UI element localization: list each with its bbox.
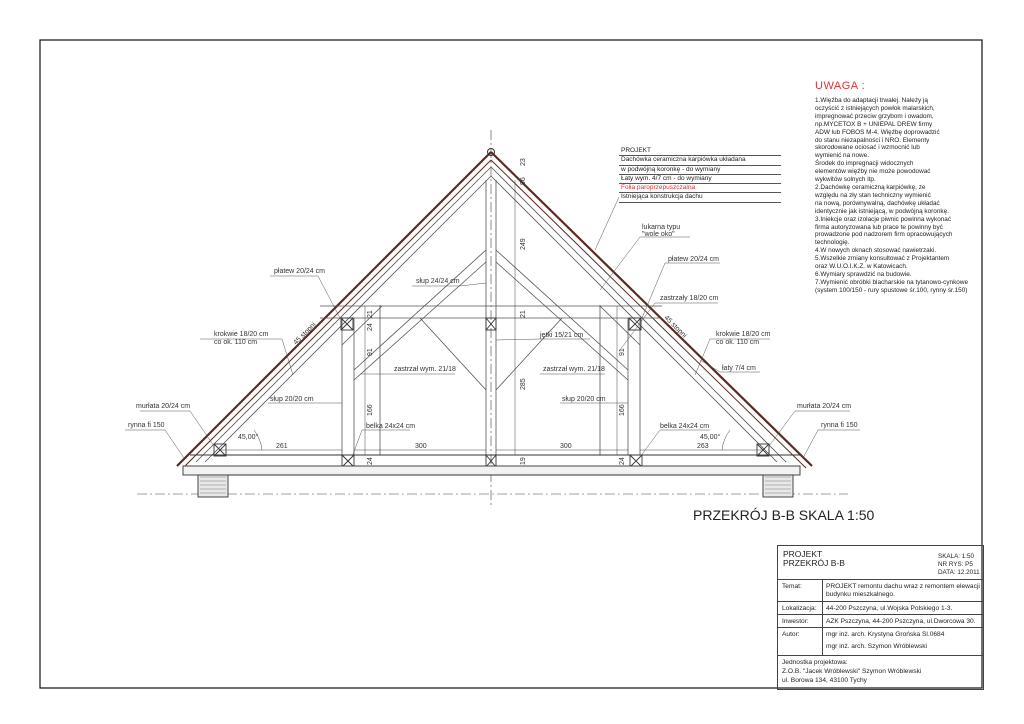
legend-row: w podwójną koronkę - do wymiany	[619, 166, 781, 175]
tb-row-temat	[778, 579, 983, 602]
legend-row: Łaty wym. 4/7 cm - do wymiany	[619, 175, 781, 184]
legend-row-foil: Folia paroprzepuszczalna	[619, 184, 781, 193]
dim-166-left: 166	[367, 404, 374, 416]
label-45-left: 45 stopni	[292, 321, 318, 347]
tb-inwestor-key: Inwestor:	[782, 618, 809, 625]
tb-jednostka-1: Jednostka projektowa:	[782, 659, 848, 666]
dim-24-bottom-right: 24	[619, 457, 626, 465]
dim-24-left: 24	[367, 323, 374, 331]
legend-row: PROJEKT	[619, 147, 781, 156]
dimension-lines	[220, 180, 763, 455]
label-belka-left: belka 24x24 cm	[366, 423, 416, 430]
dim-96: 96	[520, 177, 527, 185]
title-block	[777, 545, 984, 690]
project-legend	[619, 147, 781, 203]
legend-row: Dachówka ceramiczna karpiówka układana	[619, 156, 781, 165]
tb-skala: SKALA: 1:50	[938, 553, 975, 560]
tb-temat-val: PROJEKT remontu dachu wraz z remontem elewacji budynku mieszkalnego.	[826, 583, 980, 598]
tb-nr-rys: NR RYS: P5	[938, 561, 973, 568]
legend-row: Istniejąca konstrukcja dachu	[619, 193, 781, 202]
tb-autor-val1: mgr inż. arch. Krystyna Grońska Sl.0684	[826, 631, 945, 638]
label-jetki: jętki 15/21 cm	[540, 332, 584, 339]
drawing-title: PRZEKRÓJ B-B SKALA 1:50	[693, 507, 875, 523]
tb-row-autor	[778, 627, 983, 656]
label-zastrzal-mid: zastrzał wym. 21/18	[543, 366, 605, 373]
tb-row-inwestor	[778, 614, 983, 628]
tb-project-line1: PROJEKT	[783, 549, 823, 559]
eave-hatching	[200, 477, 791, 493]
dim-21-right: 21	[520, 310, 527, 318]
tb-jednostka-3: ul. Borowa 134, 43100 Tychy	[782, 677, 867, 684]
dim-300-right: 300	[560, 443, 572, 450]
tb-temat-key: Temat:	[782, 583, 802, 590]
tb-autor-val2: mgr inż. arch. Szymon Wróblewski	[826, 643, 928, 650]
label-zastrzaly-right: zastrzały 18/20 cm	[660, 295, 719, 302]
notes-title: UWAGA :	[815, 80, 866, 92]
label-krokwie-right: krokwie 18/20 cm	[716, 331, 771, 338]
label-45-right: 45 stopni	[662, 314, 688, 340]
label-platew-right: płatew 20/24 cm	[668, 256, 719, 263]
tb-project-line2: PRZEKRÓJ B-B	[783, 558, 845, 568]
dim-300-left: 300	[415, 443, 427, 450]
dim-249: 249	[520, 238, 527, 250]
label-angle-left: 45,00°	[238, 434, 259, 441]
label-rynna-right: rynna fi 150	[821, 422, 858, 429]
dim-21-left: 21	[367, 310, 374, 318]
dim-285: 285	[520, 378, 527, 390]
dim-166-right: 166	[619, 404, 626, 416]
label-rynna-left: rynna fi 150	[128, 422, 165, 429]
label-lukarna: lukarna typu	[642, 224, 681, 231]
tb-inwestor-val: AZK Pszczyna, 44-200 Pszczyna, ul.Dworcowa 30.	[826, 618, 976, 625]
label-murlata-left: murłata 20/24 cm	[136, 403, 191, 410]
dim-23: 23	[520, 158, 527, 166]
tb-data: DATA: 12.2011	[938, 569, 980, 576]
label-laty: łaty 7/4 cm	[722, 365, 756, 372]
label-slup-left: słup 20/20 cm	[270, 396, 314, 403]
notes-text: 1.Więźba do adaptacji trwałej. Należy ją oczyścić z istniejących powłok malarskich, impregnować przeciw grzybom i owadom, np.MYCETOX B + UNIEPAL DREW firmy ADW lub FOBOS M-4. Więźbę doprowadzić do stanu niezapalności i NRO. Elementy skorodowane ociosać i wzmocnić lub wymienić na nowe. Środek do impregnacji widocznych elementów więźby nie może powodować wykwitów solnych itp. 2.Dachówkę ceramiczną karpiówkę, ze względu na zły stan techniczny wymienić na nową, porównywalną, dachówkę układać identycznie jak istniejącą, w podwójną koronkę. 3.Iniekcje oraz izolacje piwnic powinna wykonać firma autoryzowana lub prace te powinny być prowadzone pod nadzorem firm opracowujących technologię. 4.W nowych oknach stosować nawietrzaki. 5.Wszelkie zmiany konsultować z Projektantem oraz W.U.O.I.K.Z. w Katowicach. 6.Wymiary sprawdzić na budowie. 7.Wymienić obróbki blacharskie na tytanowo-cynkowe (system 100/150 - rury spustowe śr.100, rynny śr.150)	[815, 97, 969, 294]
label-angle-right: 45,00°	[700, 434, 721, 441]
label-platew-left: płatew 20/24 cm	[274, 268, 325, 275]
label-zastrzal-left: zastrzał wym. 21/18	[394, 366, 456, 373]
dim-19: 19	[520, 457, 527, 465]
label-lukarna-type: "wole oko"	[642, 231, 675, 238]
label-krokwie-left: krokwie 18/20 cm	[214, 331, 269, 338]
label-slup-top: słup 24/24 cm	[416, 278, 460, 285]
tb-autor-key: Autor:	[782, 631, 800, 638]
label-krokwie-left-spacing: co ok. 110 cm	[214, 339, 258, 346]
dim-261: 261	[276, 443, 288, 450]
dim-91-right: 91	[619, 348, 626, 356]
tb-lokalizacja-val: 44-200 Pszczyna, ul.Wojska Polskiego 1-3.	[826, 605, 953, 612]
leader-lines	[125, 197, 860, 458]
label-krokwie-right-spacing: co ok. 110 cm	[716, 339, 760, 346]
dim-263: 263	[697, 443, 709, 450]
label-murlata-right: murłata 20/24 cm	[797, 403, 852, 410]
tb-row-lokalizacja	[778, 601, 983, 615]
tb-lokalizacja-key: Lokalizacja:	[782, 605, 817, 612]
tb-row-jednostka	[778, 655, 983, 689]
label-belka-right: belka 24x24 cm	[660, 423, 710, 430]
dim-91-left: 91	[367, 348, 374, 356]
dim-24-bottom-left: 24	[367, 457, 374, 465]
label-slup-right: słup 20/20 cm	[562, 396, 606, 403]
tb-jednostka-2: Z.O.B. "Jacek Wróblewski" Szymon Wróblewski	[782, 668, 922, 675]
